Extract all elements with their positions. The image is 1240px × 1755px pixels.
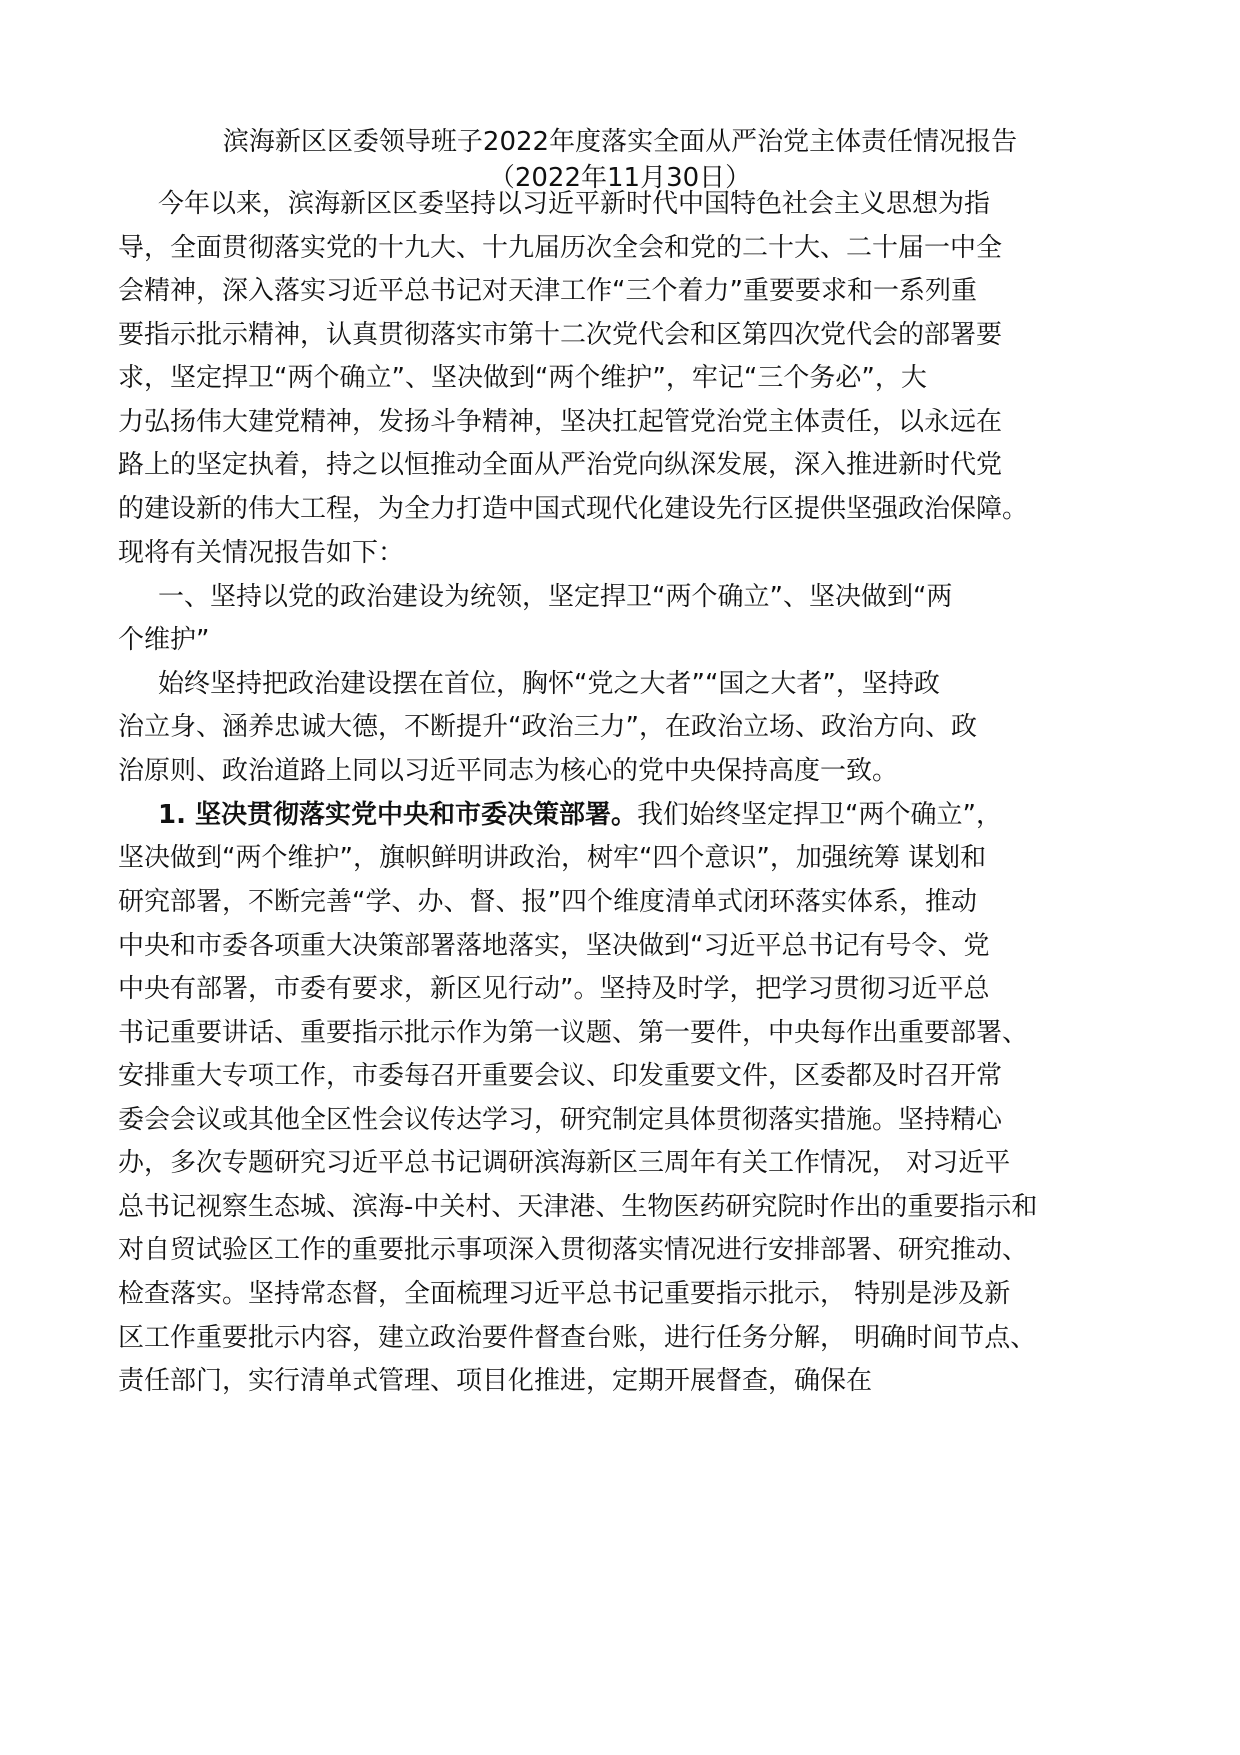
paragraph-line bbox=[118, 753, 898, 789]
paragraph-line bbox=[118, 884, 977, 920]
line-text: 检查落实。坚持常态督，全面梳理习近平总书记重要指示批示， 特别是涉及新 bbox=[118, 1279, 1011, 1309]
paragraph-line bbox=[118, 971, 989, 1007]
paragraph-line bbox=[118, 1276, 1010, 1312]
line-text: 区工作重要批示内容，建立政治要件督查台账，进行任务分解， 明确时间节点、 bbox=[118, 1323, 1037, 1353]
line-text: 始终坚持把政治建设摆在首位，胸怀“党之大者”“国之大者”，坚持政 bbox=[158, 669, 940, 699]
line-text: 委会会议或其他全区性会议传达学习，研究制定具体贯彻落实措施。坚持精心 bbox=[118, 1105, 1003, 1135]
paragraph-line bbox=[118, 1015, 1028, 1051]
section-heading: 1. 坚决贯彻落实党中央和市委决策部署。 bbox=[158, 800, 638, 830]
line-text: 会精神，深入落实习近平总书记对天津工作“三个着力”重要要求和一系列重 bbox=[118, 276, 977, 306]
document-date: （2022年11月30日） bbox=[488, 163, 752, 193]
paragraph-line bbox=[118, 1320, 1036, 1356]
line-text: 个维护” bbox=[118, 625, 210, 655]
line-text: 现将有关情况报告如下： bbox=[118, 538, 405, 568]
line-text: 导，全面贯彻落实党的十九大、十九届历次全会和党的二十大、二十届一中全 bbox=[118, 233, 1003, 263]
paragraph-line bbox=[118, 840, 986, 876]
paragraph-line bbox=[118, 535, 404, 571]
paragraph-line bbox=[158, 579, 952, 615]
line-text: 责任部门，实行清单式管理、项目化推进，定期开展督查，确保在 bbox=[118, 1366, 873, 1396]
paragraph-line bbox=[118, 622, 209, 658]
paragraph-line bbox=[118, 709, 977, 745]
paragraph-line bbox=[118, 447, 1002, 483]
paragraph-line bbox=[118, 404, 1002, 440]
line-text: 力弘扬伟大建党精神，发扬斗争精神，坚决扛起管党治党主体责任，以永远在 bbox=[118, 407, 1003, 437]
paragraph-line bbox=[118, 1189, 1037, 1225]
line-text: 治立身、涵养忠诚大德，不断提升“政治三力”，在政治立场、政治方向、政 bbox=[118, 712, 977, 742]
line-text: 的建设新的伟大工程，为全力打造中国式现代化建设先行区提供坚强政治保障。 bbox=[118, 494, 1029, 524]
paragraph-line bbox=[118, 230, 1002, 266]
line-text: 要指示批示精神，认真贯彻落实市第十二次党代会和区第四次党代会的部署要 bbox=[118, 320, 1003, 350]
line-text: 求，坚定捍卫“两个确立”、坚决做到“两个维护”，牢记“三个务必”，大 bbox=[118, 363, 927, 393]
line-text: 对自贸试验区工作的重要批示事项深入贯彻落实情况进行安排部署、研究推动、 bbox=[118, 1235, 1029, 1265]
paragraph-line bbox=[118, 273, 977, 309]
paragraph-line bbox=[118, 1232, 1028, 1268]
line-text: 治原则、政治道路上同以习近平同志为核心的党中央保持高度一致。 bbox=[118, 756, 899, 786]
line-text: 研究部署，不断完善“学、办、督、报”四个维度清单式闭环落实体系，推动 bbox=[118, 887, 977, 917]
paragraph-line bbox=[118, 1102, 1002, 1138]
line-text: 一、坚持以党的政治建设为统领，坚定捍卫“两个确立”、坚决做到“两 bbox=[158, 582, 953, 612]
document-title: 滨海新区区委领导班子2022年度落实全面从严治党主体责任情况报告 bbox=[222, 127, 1018, 157]
line-text: 我们始终坚定捍卫“两个确立”， bbox=[637, 800, 1002, 830]
line-text: 书记重要讲话、重要指示批示作为第一议题、第一要件，中央每作出重要部署、 bbox=[118, 1018, 1029, 1048]
paragraph-line bbox=[118, 928, 989, 964]
line-text: 办，多次专题研究习近平总书记调研滨海新区三周年有关工作情况， 对习近平 bbox=[118, 1148, 1011, 1178]
line-text: 总书记视察生态城、滨海-中关村、天津港、生物医药研究院时作出的重要指示和 bbox=[118, 1192, 1038, 1222]
paragraph-line bbox=[118, 1363, 872, 1399]
line-text: 安排重大专项工作，市委每召开重要会议、印发重要文件，区委都及时召开常 bbox=[118, 1061, 1003, 1091]
line-text: 中央和市委各项重大决策部署落地落实，坚决做到“习近平总书记有号令、党 bbox=[118, 931, 990, 961]
paragraph-line bbox=[158, 666, 940, 702]
line-text: 路上的坚定执着，持之以恒推动全面从严治党向纵深发展，深入推进新时代党 bbox=[118, 450, 1003, 480]
paragraph-line bbox=[118, 1145, 1010, 1181]
paragraph-line bbox=[118, 491, 1028, 527]
paragraph-line bbox=[158, 797, 1002, 833]
line-text: 中央有部署，市委有要求，新区见行动”。坚持及时学，把学习贯彻习近平总 bbox=[118, 974, 990, 1004]
paragraph-line bbox=[118, 1058, 1002, 1094]
line-text: 今年以来，滨海新区区委坚持以习近平新时代中国特色社会主义思想为指 bbox=[158, 189, 991, 219]
line-text: 坚决做到“两个维护”，旗帜鲜明讲政治，树牢“四个意识”，加强统筹 谋划和 bbox=[118, 843, 987, 873]
paragraph-line bbox=[158, 186, 990, 222]
paragraph-line bbox=[118, 317, 1002, 353]
paragraph-line bbox=[118, 360, 927, 396]
